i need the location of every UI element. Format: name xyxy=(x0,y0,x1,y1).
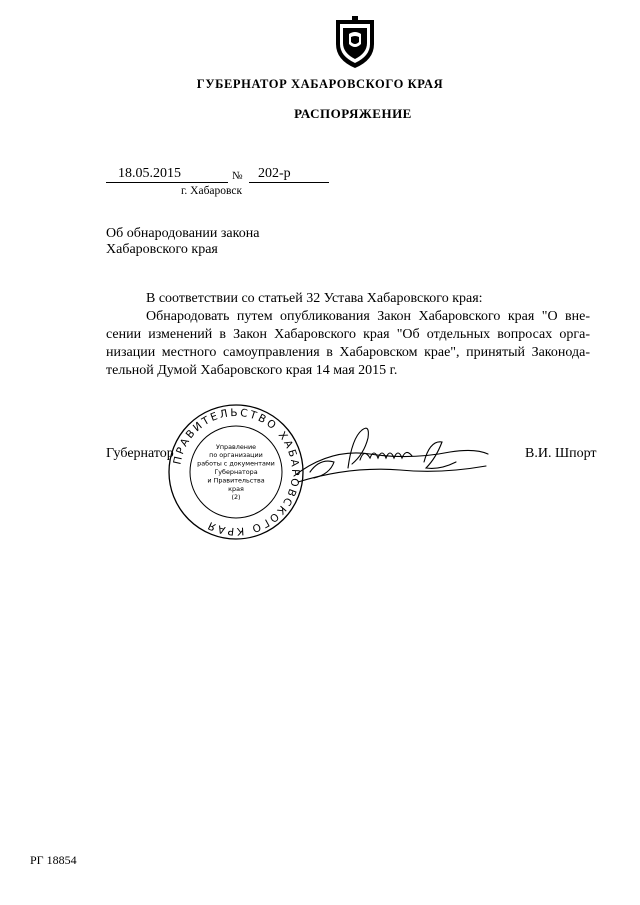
svg-text:Губернатора: Губернатора xyxy=(214,468,258,476)
document-number: 202-р xyxy=(258,166,291,181)
body-intro: В соответствии со статьей 32 Устава Хабаровского края: xyxy=(146,291,483,306)
svg-text:работы с документами: работы с документами xyxy=(197,459,275,468)
subject-line-2: Хабаровского края xyxy=(106,242,218,257)
signatory-name: В.И. Шпорт xyxy=(525,446,597,461)
svg-text:и Правительства: и Правительства xyxy=(207,476,265,485)
date-underline xyxy=(106,182,228,183)
handwritten-signature xyxy=(290,418,490,498)
body-line-2: сении изменений в Закон Хабаровского края "Об отдельных вопросах орга- xyxy=(106,327,590,342)
number-underline xyxy=(249,182,329,183)
signatory-position: Губернатор xyxy=(106,446,174,461)
body-line-4: тельной Думой Хабаровского края 14 мая 2015 г. xyxy=(106,363,398,378)
svg-text:ПРАВИТЕЛЬСТВО ХАБАРОВСКОГО КРА: ПРАВИТЕЛЬСТВО ХАБАРОВСКОГО КРАЯ xyxy=(171,406,302,538)
document-type-title: РАСПОРЯЖЕНИЕ xyxy=(294,106,412,121)
coat-of-arms-emblem xyxy=(330,14,380,70)
svg-text:(2): (2) xyxy=(231,493,241,502)
registration-code: РГ 18854 xyxy=(30,853,77,867)
place-of-issue: г. Хабаровск xyxy=(181,185,243,197)
official-stamp xyxy=(166,402,306,542)
svg-text:края: края xyxy=(228,484,244,493)
issuing-authority: ГУБЕРНАТОР ХАБАРОВСКОГО КРАЯ xyxy=(196,77,444,91)
document-date: 18.05.2015 xyxy=(118,166,181,181)
svg-text:по организации: по организации xyxy=(209,451,263,460)
number-sign: № xyxy=(232,170,243,182)
svg-text:Управление: Управление xyxy=(215,442,257,451)
subject-line-1: Об обнародовании закона xyxy=(106,226,260,241)
body-line-3: низации местного самоуправления в Хабаровском крае", принятый Законода- xyxy=(106,345,590,360)
body-line-1: Обнародовать путем опубликования Закон Хабаровского края "О вне- xyxy=(146,309,590,324)
